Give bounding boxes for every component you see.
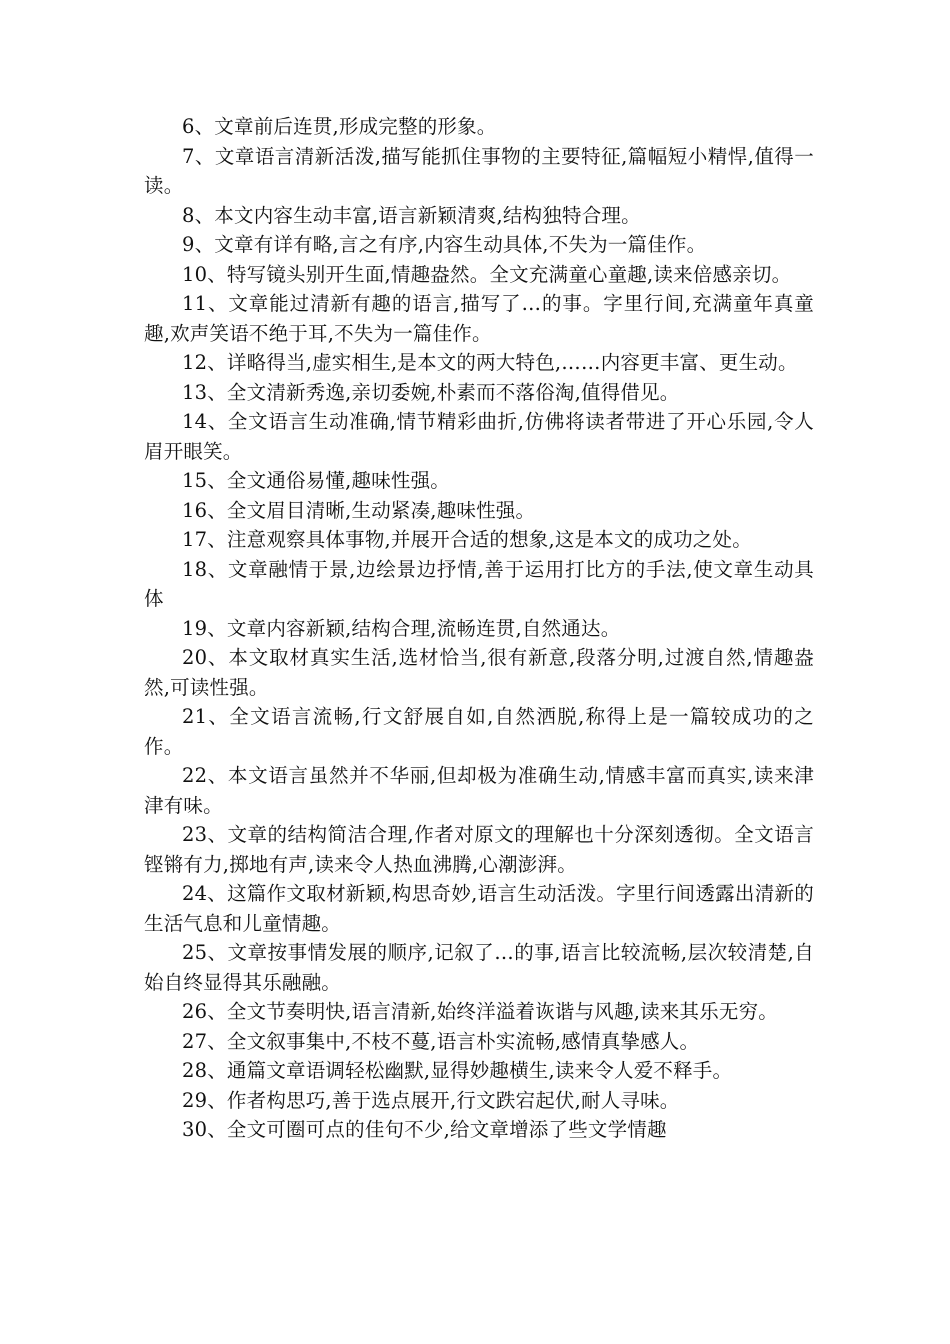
comment-paragraph: 8、本文内容生动丰富,语言新颖清爽,结构独特合理。	[182, 203, 641, 227]
comment-paragraph: 23、文章的结构简洁合理,作者对原文的理解也十分深刻透彻。全文语言铿锵有力,掷地有声,读来令人热血沸腾,心潮澎湃。	[144, 823, 814, 876]
comment-paragraph: 11、文章能过清新有趣的语言,描写了…的事。字里行间,充满童年真童趣,欢声笑语不绝于耳,不失为一篇佳作。	[144, 292, 814, 345]
comment-paragraph: 29、作者构思巧,善于选点展开,行文跌宕起伏,耐人寻味。	[182, 1088, 680, 1112]
document-body	[144, 112, 814, 1145]
comment-paragraph: 15、全文通俗易懂,趣味性强。	[182, 469, 451, 492]
comment-paragraph: 24、这篇作文取材新颖,构思奇妙,语言生动活泼。字里行间透露出清新的生活气息和儿童情趣。	[144, 882, 814, 935]
comment-paragraph: 7、文章语言清新活泼,描写能抓住事物的主要特征,篇幅短小精悍,值得一读。	[144, 144, 814, 197]
comment-paragraph: 12、详略得当,虚实相生,是本文的两大特色,……内容更丰富、更生动。	[182, 351, 798, 374]
comment-paragraph: 16、全文眉目清晰,生动紧凑,趣味性强。	[182, 498, 536, 522]
comment-paragraph: 13、全文清新秀逸,亲切委婉,朴素而不落俗淘,值得借见。	[182, 380, 680, 404]
comment-paragraph: 18、文章融情于景,边绘景边抒情,善于运用打比方的手法,使文章生动具体	[144, 557, 814, 610]
comment-paragraph: 28、通篇文章语调轻松幽默,显得妙趣横生,读来令人爱不释手。	[182, 1059, 733, 1082]
comment-paragraph: 19、文章内容新颖,结构合理,流畅连贯,自然通达。	[182, 616, 621, 640]
comment-paragraph: 14、全文语言生动准确,情节精彩曲折,仿佛将读者带进了开心乐园,令人眉开眼笑。	[144, 410, 814, 463]
comment-paragraph: 25、文章按事情发展的顺序,记叙了…的事,语言比较流畅,层次较清楚,自始自终显得其乐融融。	[144, 941, 814, 994]
comment-paragraph: 6、文章前后连贯,形成完整的形象。	[182, 115, 497, 138]
comment-paragraph: 26、全文节奏明快,语言清新,始终洋溢着诙谐与风趣,读来其乐无穷。	[182, 1000, 779, 1023]
comment-paragraph: 21、全文语言流畅,行文舒展自如,自然洒脱,称得上是一篇较成功的之作。	[144, 705, 814, 758]
comment-paragraph: 20、本文取材真实生活,选材恰当,很有新意,段落分明,过渡自然,情趣盎然,可读性强。	[144, 646, 814, 699]
comment-paragraph: 27、全文叙事集中,不枝不蔓,语言朴实流畅,感情真挚感人。	[182, 1029, 700, 1053]
comment-paragraph: 22、本文语言虽然并不华丽,但却极为准确生动,情感丰富而真实,读来津津有味。	[144, 764, 814, 817]
comment-paragraph: 9、文章有详有略,言之有序,内容生动具体,不失为一篇佳作。	[182, 233, 707, 256]
comment-paragraph: 17、注意观察具体事物,并展开合适的想象,这是本文的成功之处。	[182, 528, 752, 551]
comment-paragraph: 30、全文可圈可点的佳句不少,给文章增添了些文学情趣	[182, 1118, 667, 1141]
comment-paragraph: 10、特写镜头别开生面,情趣盎然。全文充满童心童趣,读来倍感亲切。	[182, 262, 792, 286]
